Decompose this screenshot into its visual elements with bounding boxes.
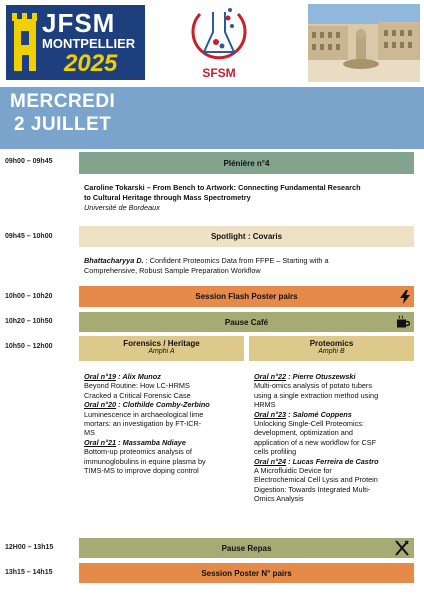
talk-title-line: mortars: an investigation by FT-ICR- (84, 419, 202, 429)
oral-speaker: : Lucas Ferreira de Castro (286, 456, 379, 466)
jfsm-year: 2025 (64, 50, 118, 77)
talk-oral-23 (254, 410, 419, 457)
oral-number: Oral n°21 (84, 437, 117, 447)
coffee-break-title: Pause Café (224, 317, 269, 327)
talk-title-line: HRMS (254, 400, 276, 410)
coffee-cup-icon (396, 316, 410, 329)
talk-title-line: development, optimization and (254, 428, 353, 438)
plenary-title: Plénière n°4 (223, 158, 270, 168)
time-slot-poster: 13h15 – 14h15 (5, 569, 53, 576)
oral-speaker: : Alix Munoz (116, 372, 161, 381)
talk-oral-21 (84, 438, 244, 476)
proteomics-room: Amphi B (318, 348, 345, 355)
left-talks (84, 372, 244, 475)
talk-oral-24 (254, 457, 419, 504)
time-slot-flash: 10h00 – 10h20 (5, 293, 53, 300)
jfsm-title: JFSM (42, 8, 116, 38)
fork-knife-icon (394, 540, 410, 556)
forensics-header (79, 336, 244, 361)
time-slot-parallel: 10h50 – 12h00 (5, 343, 53, 350)
talk-title-line: cells profiling (254, 447, 297, 457)
poster-session-title: Session Poster N° pairs (201, 568, 292, 578)
flask-icon (186, 4, 252, 66)
talk-oral-19 (84, 372, 244, 400)
proteomics-header (249, 336, 414, 361)
oral-speaker: : Massamba Ndiaye (116, 437, 186, 447)
forensics-room: Amphi A (148, 348, 175, 355)
talk-title-line: Electrochemical Cell Lysis and Protein (254, 475, 378, 485)
oral-number: Oral n°24 (254, 456, 287, 466)
talk-title-line: Cracked a Critical Forensic Case (84, 390, 191, 400)
talk-title-line: Beyond Routine: How LC-HRMS (84, 381, 190, 391)
talk-title-line: Multi-omics analysis of potato tubers (254, 381, 373, 391)
oral-number: Oral n°22 (254, 372, 287, 381)
talk-title-line: TIMS-MS to improve doping control (84, 466, 199, 476)
talk-title-line: Unlocking Single-Cell Proteomics: (254, 419, 364, 429)
spotlight-bar (79, 226, 414, 247)
poster-session-bar (79, 563, 414, 583)
sfsm-logo (186, 4, 252, 82)
talk-title-line: Luminescence in archaeological lime (84, 409, 204, 419)
lunch-break-bar (79, 538, 414, 558)
oral-number: Oral n°20 (84, 400, 117, 410)
time-slot-coffee: 10h20 – 10h50 (5, 318, 53, 325)
forensics-title: Forensics / Heritage (123, 339, 200, 348)
right-talks (254, 372, 419, 504)
proteomics-title: Proteomics (309, 339, 354, 348)
castle-icon (10, 9, 40, 71)
spotlight-talk-line2: Comprehensive, Robust Sample Preparation Workflow (84, 266, 261, 275)
time-slot-spotlight: 09h45 – 10h00 (5, 233, 53, 240)
lunch-break-title: Pause Repas (221, 543, 272, 553)
spotlight-speaker: Bhattacharyya D. (84, 256, 144, 265)
flash-title: Session Flash Poster pairs (195, 292, 298, 301)
plenary-talk-line1: Caroline Tokarski – From Bench to Artwork: Connecting Fundamental Research (84, 183, 361, 192)
coffee-break-bar (79, 312, 414, 332)
spotlight-title: Spotlight : Covaris (210, 232, 283, 241)
talk-title-line: Digestion: Towards Integrated Multi- (254, 484, 371, 494)
montpellier-photo (308, 4, 420, 82)
lightning-icon (400, 290, 410, 304)
talk-title-line: MS (84, 428, 95, 438)
time-slot-plenary: 09h00 – 09h45 (5, 158, 53, 165)
oral-speaker: : Pierre Otuszewski (286, 372, 356, 381)
plenary-talk-line2: to Cultural Heritage through Mass Spectrometry (84, 193, 251, 202)
header (0, 0, 424, 86)
oral-speaker: : Salomé Coppens (286, 409, 352, 419)
flash-bar (79, 286, 414, 307)
day-banner (0, 87, 424, 149)
sfsm-label: SFSM (202, 66, 236, 80)
talk-title-line: application of a new workflow for CSF (254, 437, 377, 447)
time-slot-lunch: 12H00 – 13h15 (5, 544, 54, 551)
spotlight-talk-line1 (84, 256, 329, 265)
talk-title-line: using a single extraction method using (254, 390, 379, 400)
oral-speaker: : Clothilde Comby-Zerbino (116, 400, 210, 410)
jfsm-city: MONTPELLIER (42, 36, 136, 51)
oral-number: Oral n°19 (84, 372, 117, 381)
talk-title-line: Bottom-up proteomics analysis of (84, 447, 192, 457)
jfsm-logo (6, 5, 145, 80)
spotlight-title-part1: : Confident Proteomics Data from FFPE – Starting with a (143, 256, 329, 265)
talk-oral-22 (254, 372, 419, 410)
date: 2 JUILLET (14, 114, 112, 135)
talk-title-line: Omics Analysis (254, 494, 304, 504)
plenary-affiliation: Université de Bordeaux (84, 203, 160, 212)
oral-number: Oral n°23 (254, 409, 287, 419)
talk-title-line: A Microfluidic Device for (254, 466, 332, 476)
plenary-bar (79, 152, 414, 174)
talk-title-line: immunoglobulins in equine plasma by (84, 456, 206, 466)
talk-oral-20 (84, 400, 244, 438)
weekday: MERCREDI (10, 91, 116, 112)
